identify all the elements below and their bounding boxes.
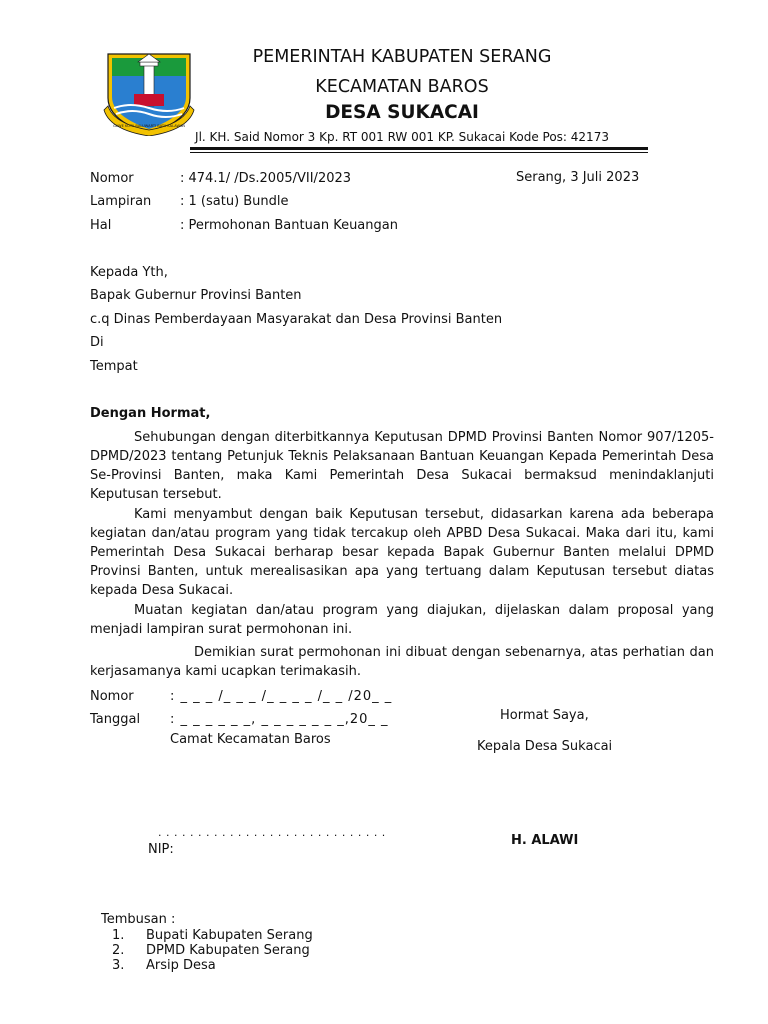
closing-regards: Hormat Saya, bbox=[500, 708, 589, 723]
place-date: Serang, 3 Juli 2023 bbox=[516, 170, 640, 185]
letterhead-district: KECAMATAN BAROS bbox=[315, 77, 489, 97]
recipient-via: c.q Dinas Pemberdayaan Masyarakat dan Desa Provinsi Banten bbox=[90, 312, 503, 327]
cc-list bbox=[112, 928, 313, 973]
letterhead-address: Jl. KH. Said Nomor 3 Kp. RT 001 RW 001 KP. Sukacai Kode Pos: 42173 bbox=[195, 130, 609, 144]
cc-item: 3. Arsip Desa bbox=[112, 958, 216, 973]
camat-title: Camat Kecamatan Baros bbox=[170, 732, 331, 747]
body-paragraph-2: Kami menyambut dengan baik Keputusan tersebut, didasarkan karena ada beberapa kegiatan dan/atau program yang tidak tercakup oleh APBD Desa Sukacai. Maka dari itu, kami Pemerintah Desa Sukacai berharap besar kepada Bapak Gubernur Banten melalui DPMD Provinsi Banten, untuk merealisasikan apa yang tertuang dalam Keputusan tersebut diatas kepada Desa Sukacai. bbox=[90, 507, 714, 598]
recipient-place: Tempat bbox=[90, 359, 138, 374]
letterhead-divider-thin bbox=[190, 152, 648, 153]
greeting: Dengan Hormat, bbox=[90, 406, 211, 421]
camat-nomor-value: : _ _ _ /_ _ _ /_ _ _ _ /_ _ /20_ _ bbox=[170, 689, 393, 704]
letterhead-government: PEMERINTAH KABUPATEN SERANG bbox=[252, 47, 552, 67]
camat-nip: NIP: bbox=[148, 842, 174, 857]
recipient-salutation: Kepada Yth, bbox=[90, 265, 168, 280]
kades-title: Kepala Desa Sukacai bbox=[477, 739, 613, 754]
nomor-label: Nomor bbox=[90, 171, 134, 186]
body-paragraph-4: Demikian surat permohonan ini dibuat dengan sebenarnya, atas perhatian dan kerjasamanya kami ucapkan terimakasih. bbox=[90, 645, 714, 679]
crest-motto: GAWE KUTA BALUWARTI BATA KALAWAN bbox=[112, 124, 186, 128]
cc-item: 2. DPMD Kabupaten Serang bbox=[112, 943, 310, 958]
lampiran-label: Lampiran bbox=[90, 194, 152, 209]
hal-label: Hal bbox=[90, 218, 112, 233]
recipient-name: Bapak Gubernur Provinsi Banten bbox=[90, 288, 302, 303]
camat-nomor-label: Nomor bbox=[90, 689, 134, 704]
recipient-di: Di bbox=[90, 335, 104, 350]
hal-value: : Permohonan Bantuan Keuangan bbox=[180, 218, 398, 233]
camat-signature-dots: . . . . . . . . . . . . . . . . . . . . . . . . . . . . . bbox=[158, 826, 386, 839]
camat-tanggal-label: Tanggal bbox=[90, 712, 141, 727]
letterhead-divider-thick bbox=[190, 147, 648, 150]
kades-name: H. ALAWI bbox=[511, 833, 579, 848]
lampiran-value: : 1 (satu) Bundle bbox=[180, 194, 289, 209]
cc-item: 1. Bupati Kabupaten Serang bbox=[112, 928, 313, 943]
camat-tanggal-value: : _ _ _ _ _ _, _ _ _ _ _ _ _,20_ _ bbox=[170, 712, 389, 727]
letterhead-village: DESA SUKACAI bbox=[325, 102, 479, 123]
cc-heading: Tembusan : bbox=[101, 912, 176, 927]
body-paragraph-1: Sehubungan dengan diterbitkannya Keputusan DPMD Provinsi Banten Nomor 907/1205-DPMD/2023 tentang Petunjuk Teknis Pelaksanaan Bantuan Keuangan Kepada Pemerintah Desa Se-Provinsi Banten, maka Kami Pemerintah Desa Sukacai bermaksud menindaklanjuti Keputusan tersebut. bbox=[90, 430, 714, 502]
body-paragraph-3: Muatan kegiatan dan/atau program yang diajukan, dijelaskan dalam proposal yang menjadi lampiran surat permohonan ini. bbox=[90, 603, 714, 637]
nomor-value: : 474.1/ /Ds.2005/VII/2023 bbox=[180, 171, 352, 186]
